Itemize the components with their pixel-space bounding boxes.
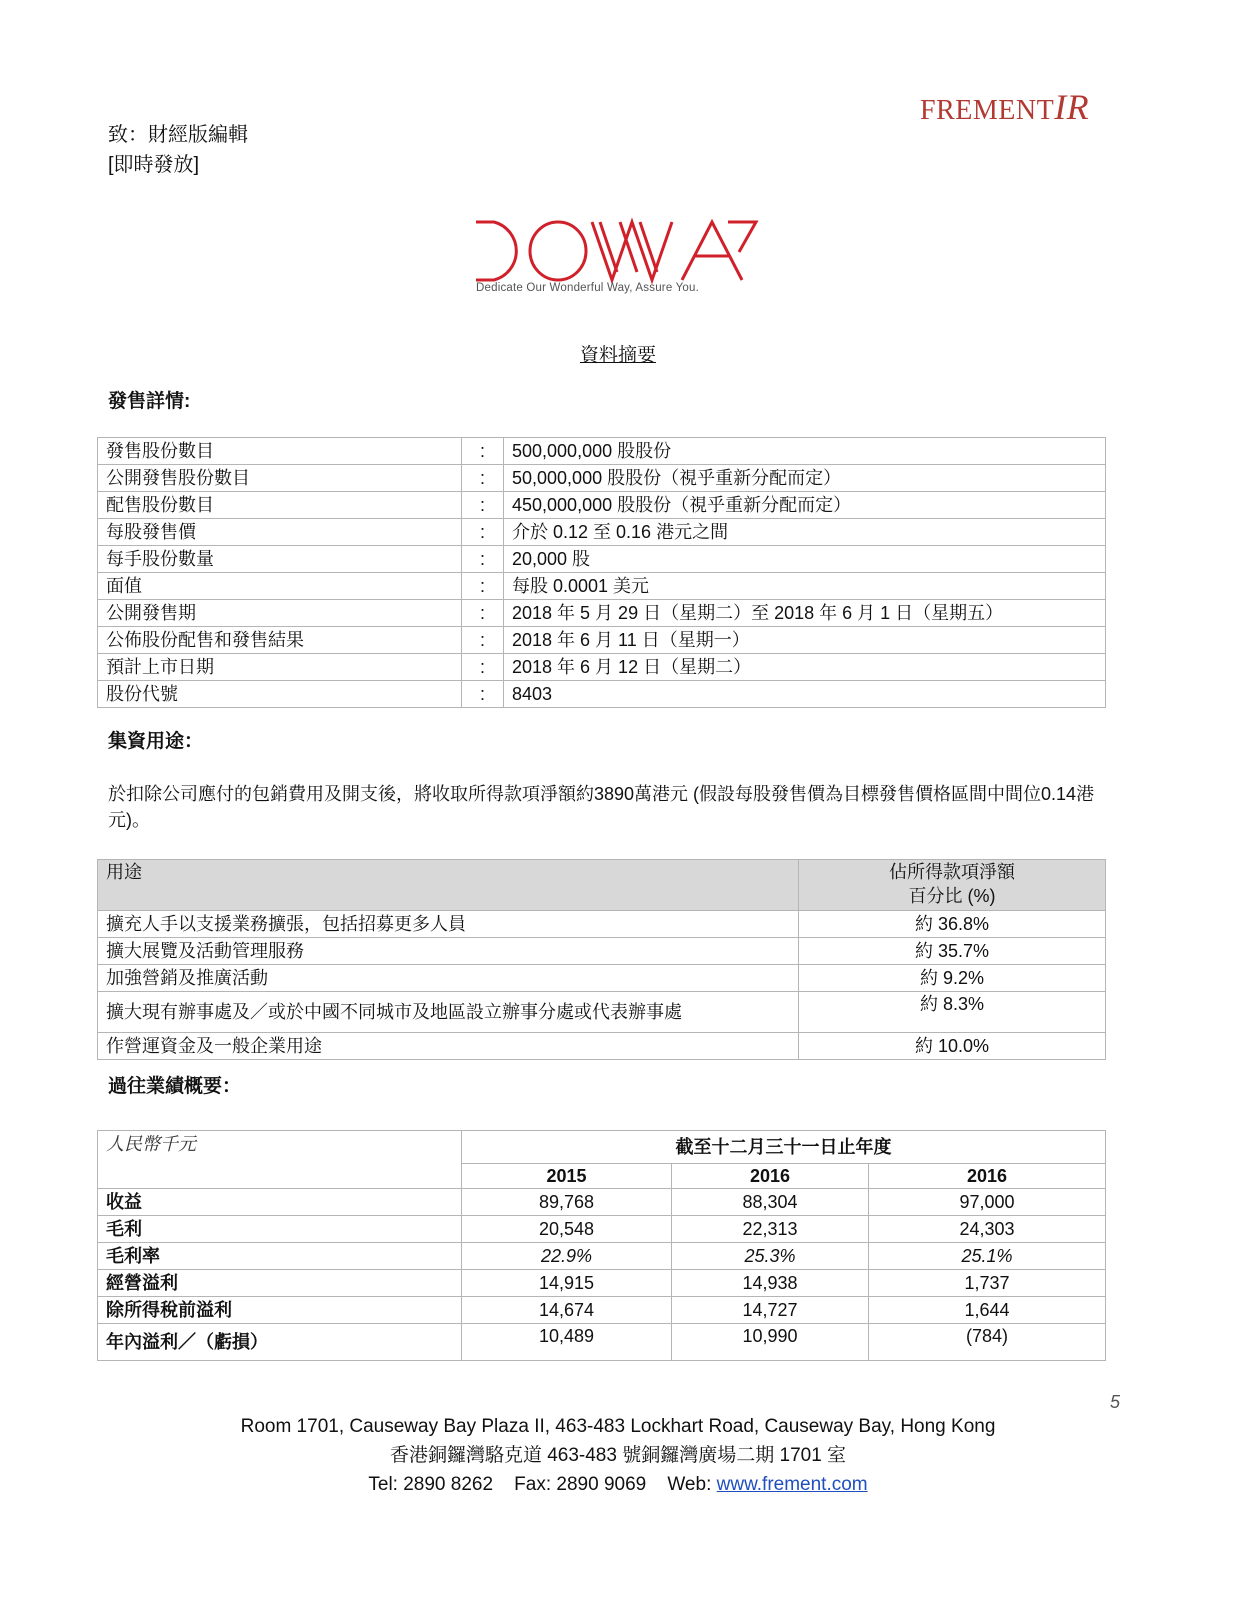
offer-label: 面值: [98, 573, 462, 600]
performance-value: 14,938: [672, 1270, 869, 1297]
offer-value: 介於 0.12 至 0.16 港元之間: [504, 519, 1106, 546]
brand-ir: IR: [1054, 87, 1090, 127]
offer-separator: :: [462, 546, 504, 573]
release-line: [即時發放]: [108, 154, 200, 176]
proceeds-pct: 約 36.8%: [799, 911, 1106, 938]
footer-contact: [0, 1470, 1236, 1499]
offer-value: 2018 年 6 月 11 日（星期一）: [504, 627, 1106, 654]
offer-row: [98, 600, 1106, 627]
offer-separator: :: [462, 465, 504, 492]
offer-label: 配售股份數目: [98, 492, 462, 519]
offer-label: 預計上市日期: [98, 654, 462, 681]
performance-value: 89,768: [462, 1189, 672, 1216]
offer-value: 2018 年 5 月 29 日（星期二）至 2018 年 6 月 1 日（星期五）: [504, 600, 1106, 627]
proceeds-pct: 約 9.2%: [799, 965, 1106, 992]
offer-value: 450,000,000 股股份（視乎重新分配而定）: [504, 492, 1106, 519]
performance-row: [98, 1189, 1106, 1216]
performance-value: 14,727: [672, 1297, 869, 1324]
performance-label: 毛利率: [98, 1243, 462, 1270]
footer-web-link[interactable]: www.frement.com: [716, 1474, 868, 1495]
col-pct-line2: 百分比 (%): [908, 886, 996, 906]
offer-label: 公開發售股份數目: [98, 465, 462, 492]
page-number: 5: [1110, 1392, 1121, 1412]
col-use-header: 用途: [98, 860, 799, 911]
proceeds-row: [98, 938, 1106, 965]
footer-web-label: Web:: [667, 1474, 712, 1495]
offer-label: 公佈股份配售和發售結果: [98, 627, 462, 654]
offer-label: 每股發售價: [98, 519, 462, 546]
page-title: 資料摘要: [579, 345, 656, 366]
performance-value: 22.9%: [462, 1243, 672, 1270]
performance-label: 年內溢利／（虧損）: [98, 1324, 462, 1361]
offer-row: [98, 492, 1106, 519]
footer-address-zh: 香港銅鑼灣駱克道 463-483 號銅鑼灣廣場二期 1701 室: [389, 1445, 847, 1466]
unit-label: 人民幣千元: [98, 1131, 462, 1189]
performance-row: [98, 1324, 1106, 1361]
offer-row: [98, 465, 1106, 492]
offer-separator: :: [462, 438, 504, 465]
recipient-block: [108, 120, 248, 180]
offer-value: 50,000,000 股股份（視乎重新分配而定）: [504, 465, 1106, 492]
proceeds-row: [98, 1033, 1106, 1060]
performance-table: [97, 1130, 1106, 1361]
proceeds-pct: 約 8.3%: [799, 992, 1106, 1033]
offer-label: 股份代號: [98, 681, 462, 708]
proceeds-pct: 約 10.0%: [799, 1033, 1106, 1060]
performance-value: 24,303: [869, 1216, 1106, 1243]
performance-value: 1,644: [869, 1297, 1106, 1324]
performance-value: 88,304: [672, 1189, 869, 1216]
offer-row: [98, 681, 1106, 708]
performance-value: 1,737: [869, 1270, 1106, 1297]
proceeds-row: [98, 992, 1106, 1033]
offer-separator: :: [462, 519, 504, 546]
performance-value: 20,548: [462, 1216, 672, 1243]
performance-row: [98, 1243, 1106, 1270]
offer-value: 20,000 股: [504, 546, 1106, 573]
offer-heading: 發售詳情:: [108, 391, 191, 412]
footer-address-en: Room 1701, Causeway Bay Plaza II, 463-483 Lockhart Road, Causeway Bay, Hong Kong: [240, 1416, 996, 1437]
proceeds-row: [98, 911, 1106, 938]
proceeds-use: 擴大現有辦事處及／或於中國不同城市及地區設立辦事分處或代表辦事處: [98, 992, 799, 1033]
offer-separator: :: [462, 681, 504, 708]
performance-value: 22,313: [672, 1216, 869, 1243]
offer-label: 每手股份數量: [98, 546, 462, 573]
performance-value: 14,915: [462, 1270, 672, 1297]
offer-value: 500,000,000 股股份: [504, 438, 1106, 465]
frement-ir-logo: [920, 86, 1120, 136]
offer-row: [98, 546, 1106, 573]
performance-label: 經營溢利: [98, 1270, 462, 1297]
proceeds-use: 擴大展覽及活動管理服務: [98, 938, 799, 965]
performance-value: 10,990: [672, 1324, 869, 1361]
offer-row: [98, 573, 1106, 600]
performance-header-row: [98, 1131, 1106, 1164]
col-pct-header: [799, 860, 1106, 911]
offer-row: [98, 654, 1106, 681]
offer-separator: :: [462, 600, 504, 627]
performance-heading: 過往業績概要：: [108, 1076, 242, 1097]
year-header: 2016: [869, 1164, 1106, 1189]
performance-label: 收益: [98, 1189, 462, 1216]
proceeds-header-row: [98, 860, 1106, 911]
performance-value: 14,674: [462, 1297, 672, 1324]
proceeds-use: 擴充人手以支援業務擴張，包括招募更多人員: [98, 911, 799, 938]
offer-row: [98, 519, 1106, 546]
proceeds-pct: 約 35.7%: [799, 938, 1106, 965]
performance-row: [98, 1216, 1106, 1243]
offer-separator: :: [462, 492, 504, 519]
performance-row: [98, 1270, 1106, 1297]
performance-value: 25.1%: [869, 1243, 1106, 1270]
footer-tel: Tel: 2890 8262: [368, 1474, 494, 1495]
offer-value: 8403: [504, 681, 1106, 708]
proceeds-heading: 集資用途：: [108, 731, 204, 752]
proceeds-table: [97, 859, 1106, 1060]
offer-value: 2018 年 6 月 12 日（星期二）: [504, 654, 1106, 681]
offer-separator: :: [462, 573, 504, 600]
proceeds-row: [98, 965, 1106, 992]
proceeds-paragraph: 於扣除公司應付的包銷費用及開支後，將收取所得款項淨額約3890萬港元 (假設每股發售價為目標發售價格區間中間位0.14港元)。: [108, 784, 1095, 830]
offer-separator: :: [462, 627, 504, 654]
performance-value: 10,489: [462, 1324, 672, 1361]
offer-label: 公開發售期: [98, 600, 462, 627]
offer-label: 發售股份數目: [98, 438, 462, 465]
offer-separator: :: [462, 654, 504, 681]
offer-row: [98, 627, 1106, 654]
performance-label: 毛利: [98, 1216, 462, 1243]
performance-label: 除所得稅前溢利: [98, 1297, 462, 1324]
offer-row: [98, 438, 1106, 465]
performance-value: 25.3%: [672, 1243, 869, 1270]
performance-value: (784): [869, 1324, 1106, 1361]
company-tagline: Dedicate Our Wonderful Way, Assure You.: [476, 282, 700, 294]
offer-value: 每股 0.0001 美元: [504, 573, 1106, 600]
performance-row: [98, 1297, 1106, 1324]
col-pct-line1: 佔所得款項淨額: [889, 862, 1015, 882]
proceeds-use: 加強營銷及推廣活動: [98, 965, 799, 992]
to-line: 致：財經版編輯: [108, 124, 248, 146]
footer: [0, 1412, 1236, 1499]
year-header: 2015: [462, 1164, 672, 1189]
proceeds-use: 作營運資金及一般企業用途: [98, 1033, 799, 1060]
performance-value: 97,000: [869, 1189, 1106, 1216]
brand-main: FREMENT: [920, 95, 1055, 126]
year-header: 2016: [672, 1164, 869, 1189]
company-logo: [476, 216, 796, 306]
period-header: 截至十二月三十一日止年度: [462, 1131, 1106, 1164]
offer-table: [97, 437, 1106, 708]
footer-fax: Fax: 2890 9069: [514, 1474, 647, 1495]
